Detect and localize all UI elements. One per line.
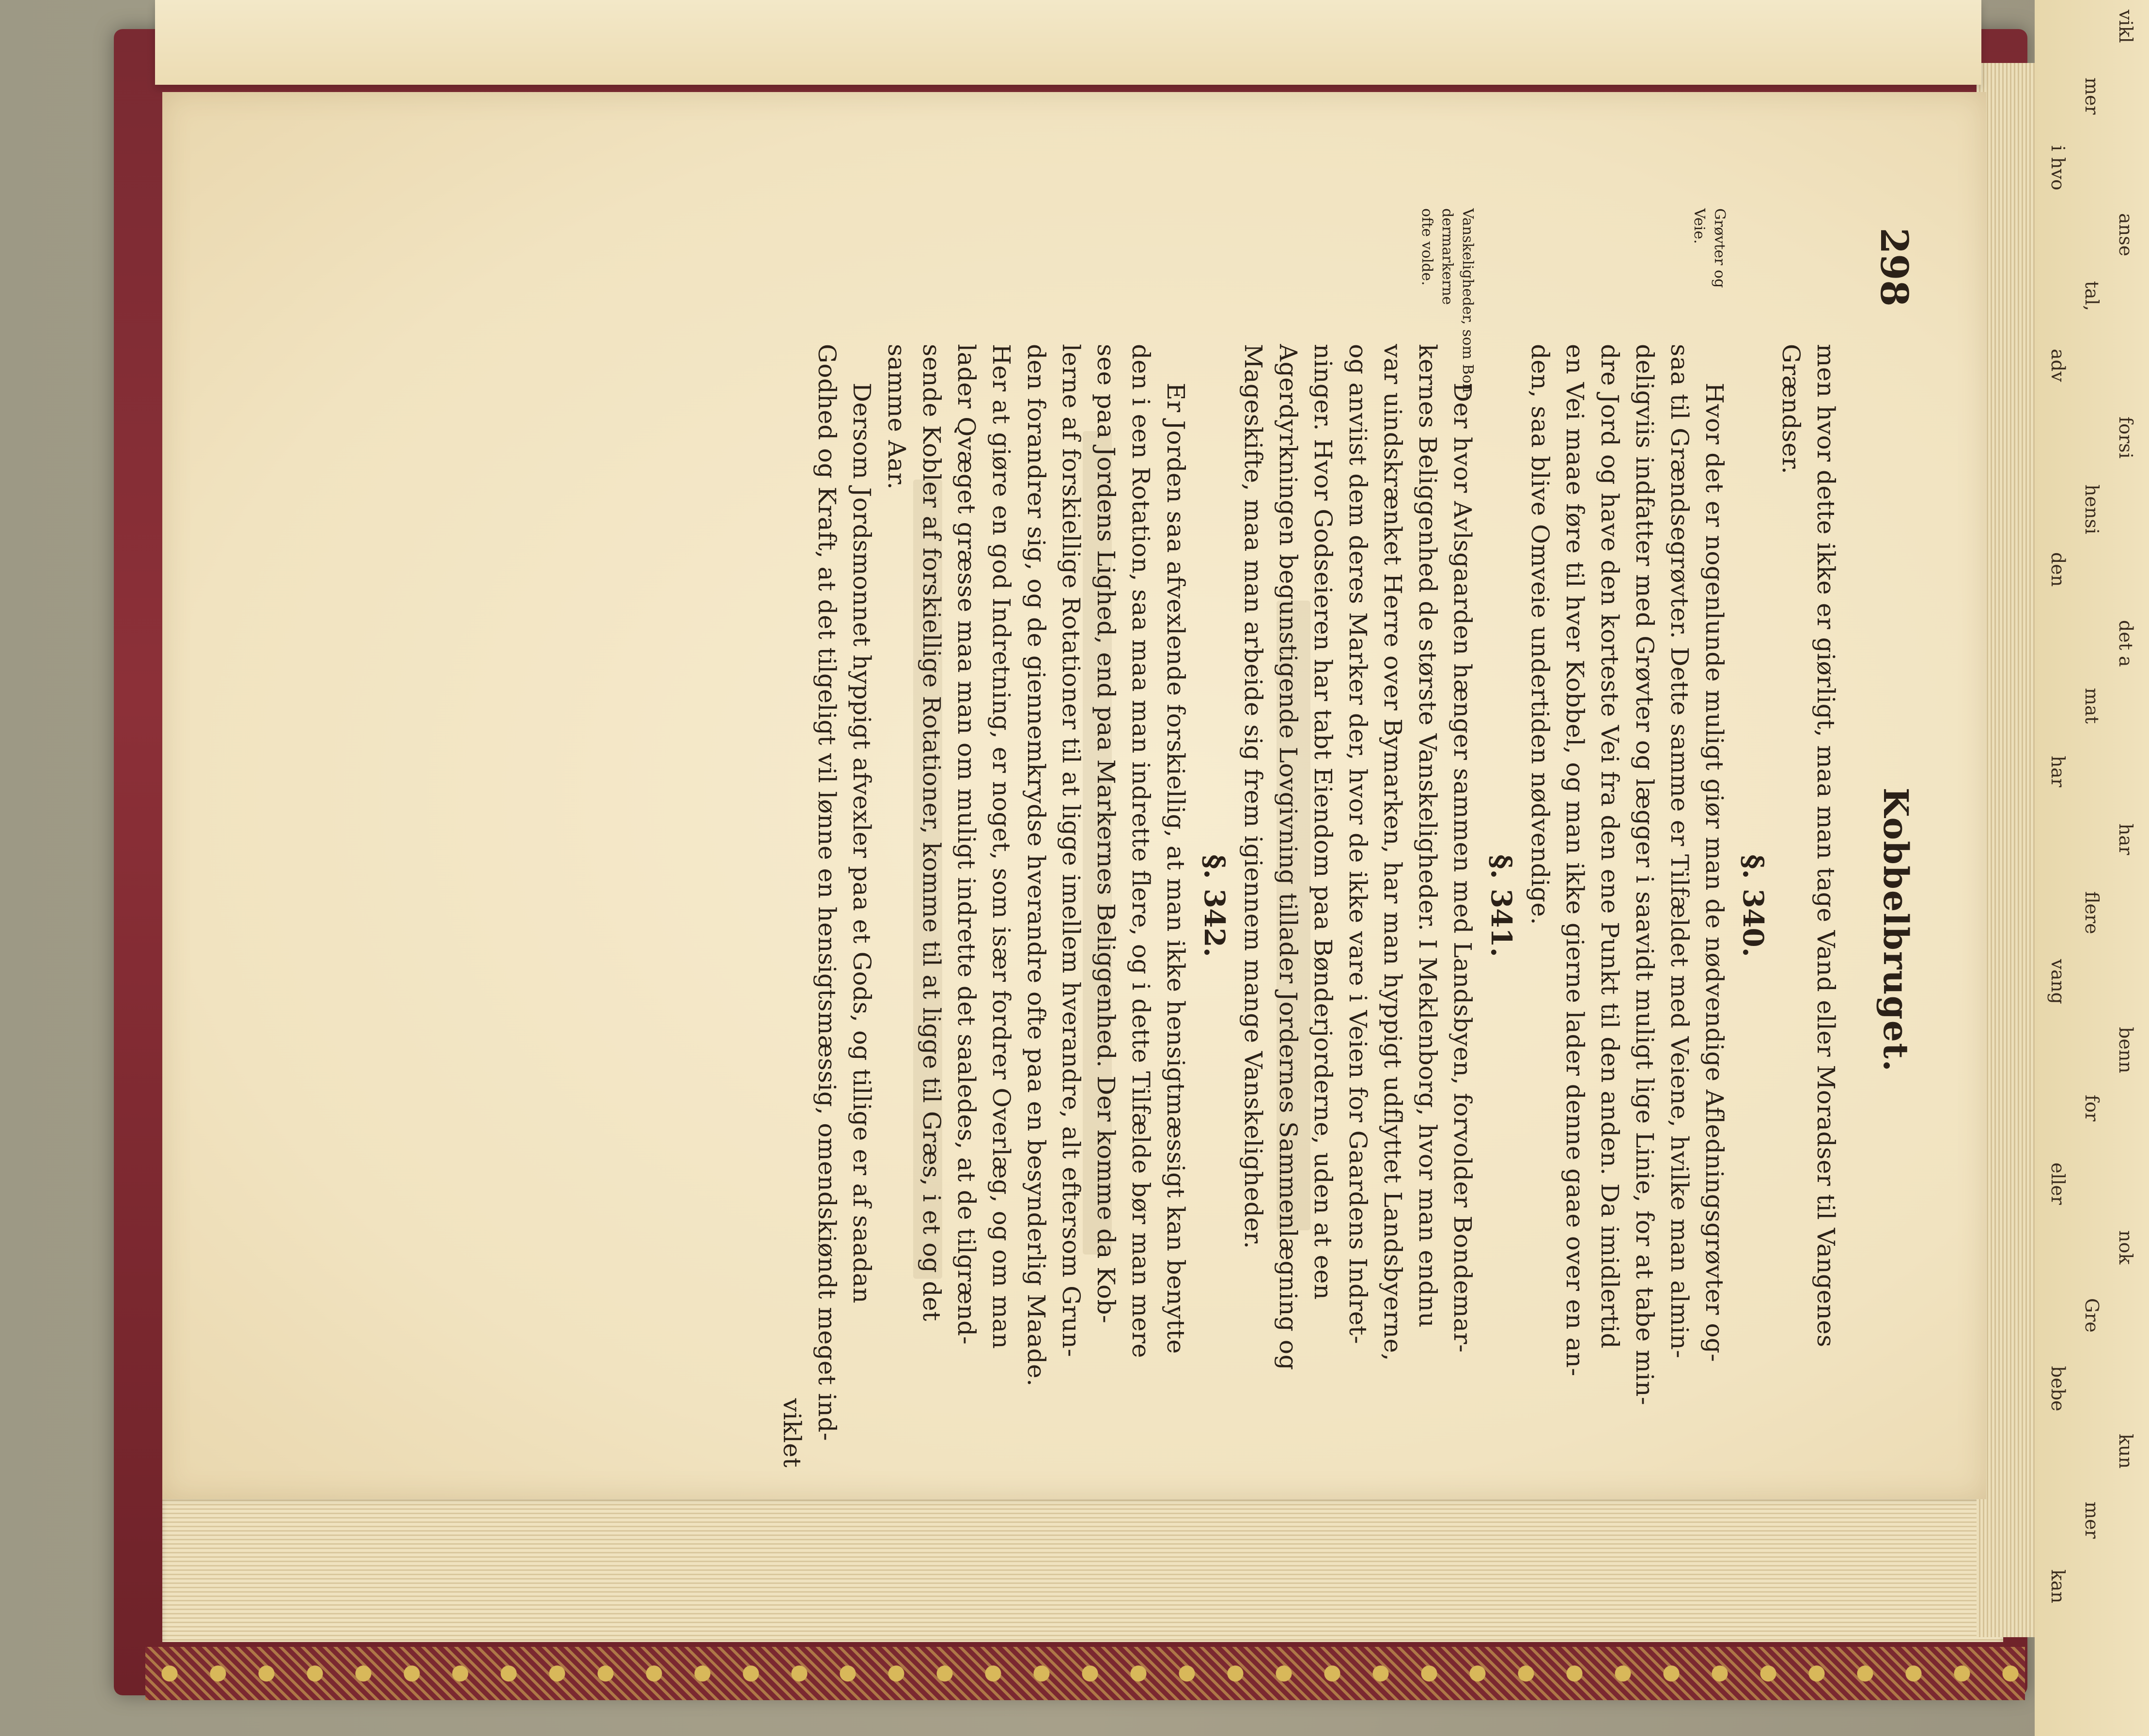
facing-page-word: tal, xyxy=(2081,281,2102,311)
facing-page-word: anse xyxy=(2115,213,2136,257)
text-line: lader Qvæget græsse maa man om muligt indrette det saaledes, at de tilgrænd- xyxy=(952,344,981,1345)
facing-page-word: kun xyxy=(2115,1434,2136,1469)
text-line: en Vei maae føre til hver Kobbel, og man ikke gierne lader denne gaae over en an- xyxy=(1561,344,1589,1377)
side-note-line: Veie. xyxy=(1691,208,1708,244)
text-line: var uindskrænket Herre over Bymarken, har man hyppigt udflyttet Landsbyerne, xyxy=(1379,344,1407,1361)
text-line: den, saa blive Omveie undertiden nødvendige. xyxy=(1526,344,1554,925)
facing-page-word: kan xyxy=(2047,1569,2069,1604)
facing-page-word: nok xyxy=(2115,1230,2136,1265)
facing-page-word: benn xyxy=(2115,1027,2136,1073)
text-line: Godhed og Kraft, at det tilgeligt vil lønne en hensigtsmæssig, omendskiøndt meget ind- xyxy=(813,344,841,1442)
section-heading: §. 342. xyxy=(1198,854,1231,957)
facing-page-right-strip xyxy=(2035,0,2149,1736)
facing-page-word: det a xyxy=(2115,620,2136,667)
facing-page-word: mat xyxy=(2081,688,2102,724)
text-line: samme Aar. xyxy=(883,344,911,490)
text-line: og anviist dem deres Marker der, hvor de ikke vare i Veien for Gaardens Indret- xyxy=(1344,344,1372,1344)
section-heading: §. 340. xyxy=(1737,854,1770,957)
facing-page-word: eller xyxy=(2047,1162,2069,1205)
facing-page-word: vikl xyxy=(2115,10,2136,43)
side-note xyxy=(1417,208,1478,398)
text-line: Mageskifte, maa man arbeide sig frem igiennem mange Vanskeligheder. xyxy=(1239,344,1267,1249)
text-line: Er Jorden saa afvexlende forskiellig, at man ikke hensigtmæssigt kan benytte xyxy=(1162,383,1190,1354)
text-line: deligviis indfatter med Grøvter og lægger i saavidt muligt lige Linie, for at tabe min- xyxy=(1631,344,1659,1406)
page-header xyxy=(1858,228,1916,1468)
text-line: men hvor dette ikke er giørligt, maa man tage Vand eller Moradser til Vangenes xyxy=(1812,344,1840,1348)
facing-page-word: bebe xyxy=(2047,1366,2069,1411)
text-line: Her at giøre en god Indretning, er noget, som især fordrer Overlæg, og om man xyxy=(987,344,1015,1349)
gilt-ornament-band xyxy=(145,1647,2025,1700)
text-line: Hvor det er nogenlunde muligt giør man de nødvendige Afledningsgrøvter og- xyxy=(1700,383,1729,1362)
text-line: sende Kobler af forskiellige Rotationer, komme til at ligge til Græs, i et og det xyxy=(918,344,946,1321)
text-line: den forandrer sig, og de giennemkrydse hverandre ofte paa en besynderlig Maade. xyxy=(1022,344,1050,1387)
facing-page-word: mer xyxy=(2081,1502,2102,1539)
text-line: see paa Jordens Lighed, end paa Markernes Beliggenhed. Der komme da Kob- xyxy=(1092,344,1120,1324)
facing-page-word: mer xyxy=(2081,78,2102,115)
side-note-line: Grøvter og xyxy=(1711,208,1728,288)
facing-page-top-strip xyxy=(155,0,1981,85)
text-line: Agerdyrkningen begunstigende Lovgivning tillader Jordernes Sammenlægning og xyxy=(1274,344,1302,1371)
rotated-text-block xyxy=(511,208,1916,1468)
text-line: lerne af forskiellige Rotationer til at ligge imellem hverandre, alt eftersom Grun- xyxy=(1057,344,1085,1357)
running-head: Kobbelbruget. xyxy=(1876,788,1916,1072)
facing-page-word: vang xyxy=(2047,959,2069,1004)
facing-page-word: har xyxy=(2047,756,2069,788)
text-line: saa til Grændsegrøvter. Dette samme er Tilfældet med Veiene, hvilke man almin- xyxy=(1666,344,1694,1359)
facing-page-word: flere xyxy=(2081,891,2102,934)
page-number: 298 xyxy=(1872,228,1916,307)
catchword: viklet xyxy=(778,1398,806,1468)
text-line: Grændser. xyxy=(1777,344,1805,475)
facing-page-word: har xyxy=(2115,823,2136,855)
side-note-line: ofte volde. xyxy=(1418,208,1435,286)
text-frame xyxy=(162,92,1986,1499)
facing-page-word: i hvo xyxy=(2047,145,2069,191)
text-line: kernes Beliggenhed de største Vanskeligheder. I Meklenborg, hvor man endnu xyxy=(1414,344,1442,1328)
side-note-line: dermarkerne xyxy=(1439,208,1456,305)
page-edges-bottom xyxy=(162,1497,2003,1642)
facing-page-word: for xyxy=(2081,1095,2102,1122)
text-line: Dersom Jordsmonnet hyppigt afvexler paa et Gods, og tillige er af saadan xyxy=(848,383,876,1304)
facing-page-word: forsi xyxy=(2115,417,2136,459)
facing-page-word: hensi xyxy=(2081,484,2102,535)
side-note xyxy=(1689,208,1729,325)
side-note-line: Vanskeligheder, som Bon- xyxy=(1459,208,1476,398)
text-line: dre Jord og have den korteste Vei fra den ene Punkt til den anden. Da imidlertid xyxy=(1596,344,1624,1349)
facing-page-word: den xyxy=(2047,552,2069,587)
text-line: Der hvor Avlsgaarden hænger sammen med Landsbyen, forvolder Bondemar- xyxy=(1448,383,1477,1353)
section-heading: §. 341. xyxy=(1485,854,1518,957)
text-line: ninger. Hvor Godseieren har tabt Eiendom paa Bønderjorderne, uden at een xyxy=(1309,344,1337,1300)
facing-page-word: adv xyxy=(2047,349,2069,382)
facing-page-word: Gre xyxy=(2081,1298,2102,1333)
book-page xyxy=(162,92,1986,1499)
text-line: den i een Rotation, saa maa man indrette flere, og i dette Tilfælde bør man mere xyxy=(1127,344,1155,1359)
